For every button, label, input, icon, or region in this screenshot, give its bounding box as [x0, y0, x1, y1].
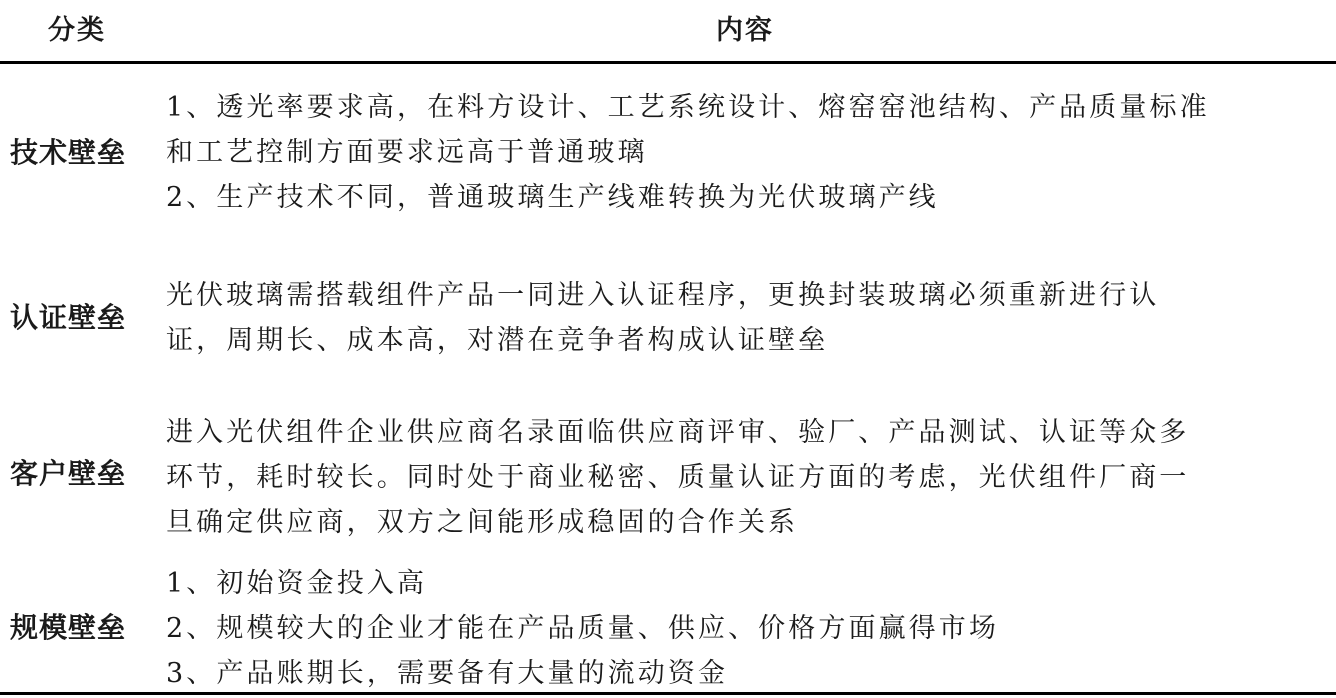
content-line: 光伏玻璃需搭载组件产品一同进入认证程序，更换封装玻璃必须重新进行认: [166, 280, 1160, 311]
content-line: 证，周期长、成本高，对潜在竞争者构成认证壁垒: [166, 325, 829, 356]
row-category: 客户壁垒: [10, 457, 127, 490]
content-line: 1、初始资金投入高: [166, 568, 428, 599]
row-content: [166, 561, 1332, 696]
content-line: 进入光伏组件企业供应商名录面临供应商评审、验厂、产品测试、认证等众多: [166, 417, 1190, 448]
header-category: 分类: [48, 15, 106, 46]
content-line: 2、生产技术不同，普通玻璃生产线难转换为光伏玻璃产线: [166, 182, 939, 213]
content-line: 旦确定供应商，双方之间能形成稳固的合作关系: [166, 507, 799, 538]
bottom-rule: [0, 692, 1336, 695]
header-rule: [0, 61, 1336, 64]
row-content: [166, 85, 1332, 220]
row-category: 技术壁垒: [10, 136, 127, 169]
header-content: 内容: [716, 15, 774, 46]
content-line: 1、透光率要求高，在料方设计、工艺系统设计、熔窑窑池结构、产品质量标准: [166, 92, 1210, 123]
row-content: [166, 273, 1332, 363]
content-line: 环节，耗时较长。同时处于商业秘密、质量认证方面的考虑，光伏组件厂商一: [166, 462, 1190, 493]
row-category: 规模壁垒: [10, 611, 127, 644]
row-category: 认证壁垒: [10, 301, 127, 334]
row-content: [166, 410, 1332, 545]
content-line: 和工艺控制方面要求远高于普通玻璃: [166, 137, 648, 168]
content-line: 2、规模较大的企业才能在产品质量、供应、价格方面赢得市场: [166, 613, 999, 644]
content-line: 3、产品账期长，需要备有大量的流动资金: [166, 658, 729, 689]
